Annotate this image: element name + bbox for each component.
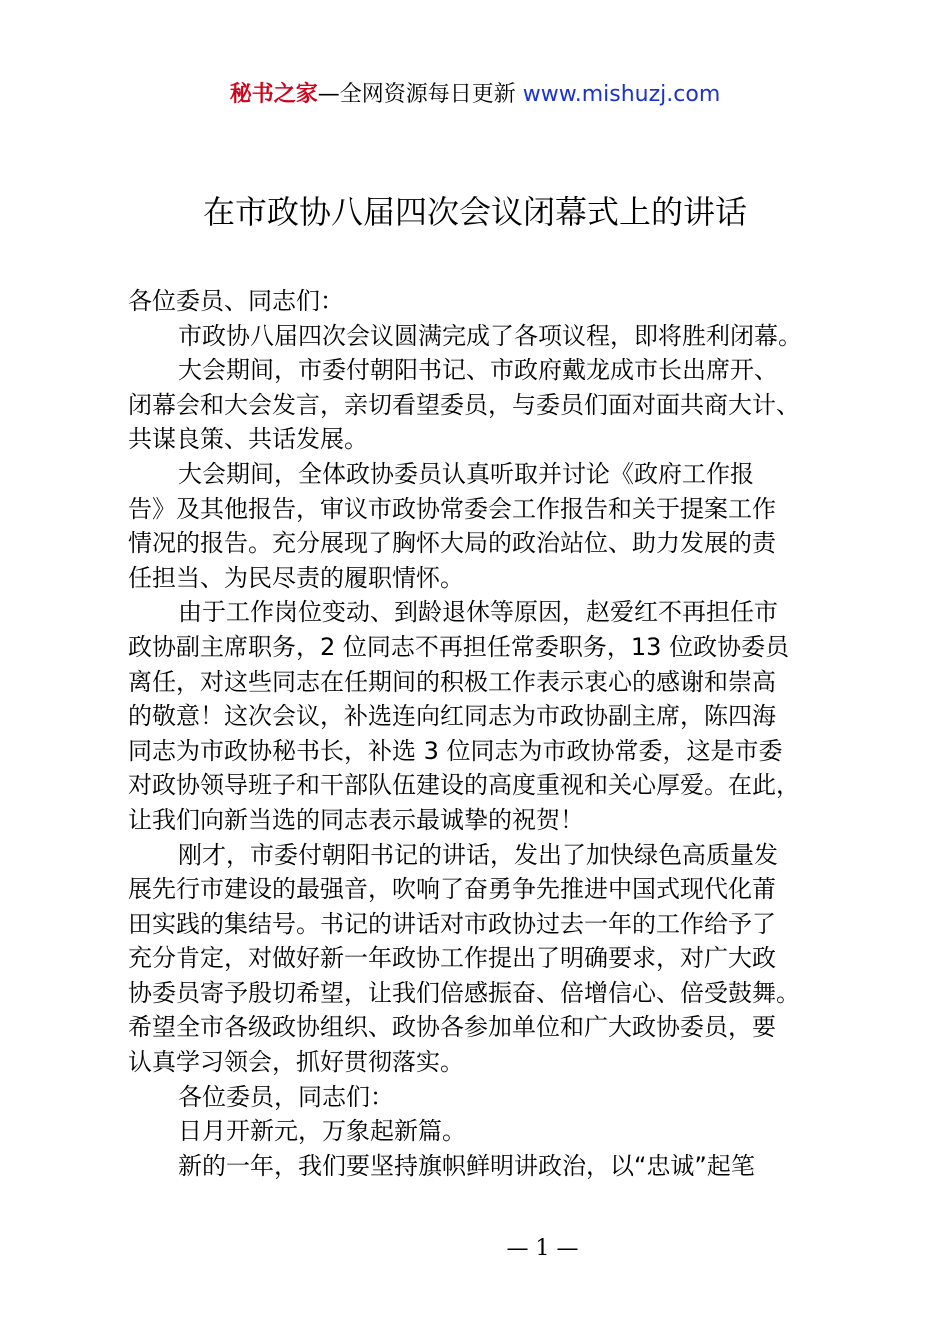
page-number: — 1 —	[506, 1236, 579, 1261]
document-body	[128, 284, 858, 1183]
document-line: 日月开新元，万象起新篇。	[178, 1117, 466, 1146]
document-line: 各位委员，同志们：	[178, 1082, 394, 1111]
document-line: 市政协八届四次会议圆满完成了各项议程，即将胜利闭幕。	[178, 321, 802, 350]
site-tagline: —全网资源每日更新	[317, 82, 523, 107]
document-line: 希望全市各级政协组织、政协各参加单位和广大政协委员，要	[128, 1013, 776, 1042]
document-line: 充分肯定，对做好新一年政协工作提出了明确要求，对广大政	[128, 944, 776, 973]
site-brand: 秘书之家	[229, 82, 318, 107]
document-line: 共谋良策、共话发展。	[128, 425, 368, 454]
site-url[interactable]: www.mishuzj.com	[522, 82, 721, 107]
document-line: 的敬意！这次会议，补选连向红同志为市政协副主席，陈四海	[128, 702, 776, 731]
document-line: 刚才，市委付朝阳书记的讲话，发出了加快绿色高质量发	[178, 840, 778, 869]
document-line: 各位委员、同志们：	[128, 287, 344, 315]
document-line: 让我们向新当选的同志表示最诚挚的祝贺！	[128, 805, 584, 834]
document-line: 展先行市建设的最强音，吹响了奋勇争先推进中国式现代化莆	[128, 875, 776, 904]
document-line: 闭幕会和大会发言，亲切看望委员，与委员们面对面共商大计、	[128, 390, 800, 419]
document-line: 大会期间，市委付朝阳书记、市政府戴龙成市长出席开、	[178, 356, 778, 385]
document-line: 任担当、为民尽责的履职情怀。	[128, 563, 464, 592]
document-line: 由于工作岗位变动、到龄退休等原因，赵爱红不再担任市	[178, 598, 778, 627]
document-line: 情况的报告。充分展现了胸怀大局的政治站位、助力发展的责	[128, 529, 776, 558]
document-line: 协委员寄予殷切希望，让我们倍感振奋、倍增信心、倍受鼓舞。	[128, 978, 800, 1007]
document-line: 同志为市政协秘书长，补选 3 位同志为市政协常委，这是市委	[128, 736, 783, 765]
document-line: 田实践的集结号。书记的讲话对市政协过去一年的工作给予了	[128, 909, 776, 938]
document-title: 在市政协八届四次会议闭幕式上的讲话	[202, 193, 747, 231]
document-line: 政协副主席职务，2 位同志不再担任常委职务，13 位政协委员	[128, 632, 790, 661]
document-line: 认真学习领会，抓好贯彻落实。	[128, 1048, 464, 1077]
document-line: 新的一年，我们要坚持旗帜鲜明讲政治，以“忠诚”起笔	[178, 1151, 755, 1180]
document-line: 离任，对这些同志在任期间的积极工作表示衷心的感谢和崇高	[128, 667, 776, 696]
site-header	[0, 80, 950, 110]
document-line: 大会期间，全体政协委员认真听取并讨论《政府工作报	[178, 459, 754, 488]
document-line: 对政协领导班子和干部队伍建设的高度重视和关心厚爱。在此，	[128, 771, 800, 800]
document-line: 告》及其他报告，审议市政协常委会工作报告和关于提案工作	[128, 494, 776, 523]
